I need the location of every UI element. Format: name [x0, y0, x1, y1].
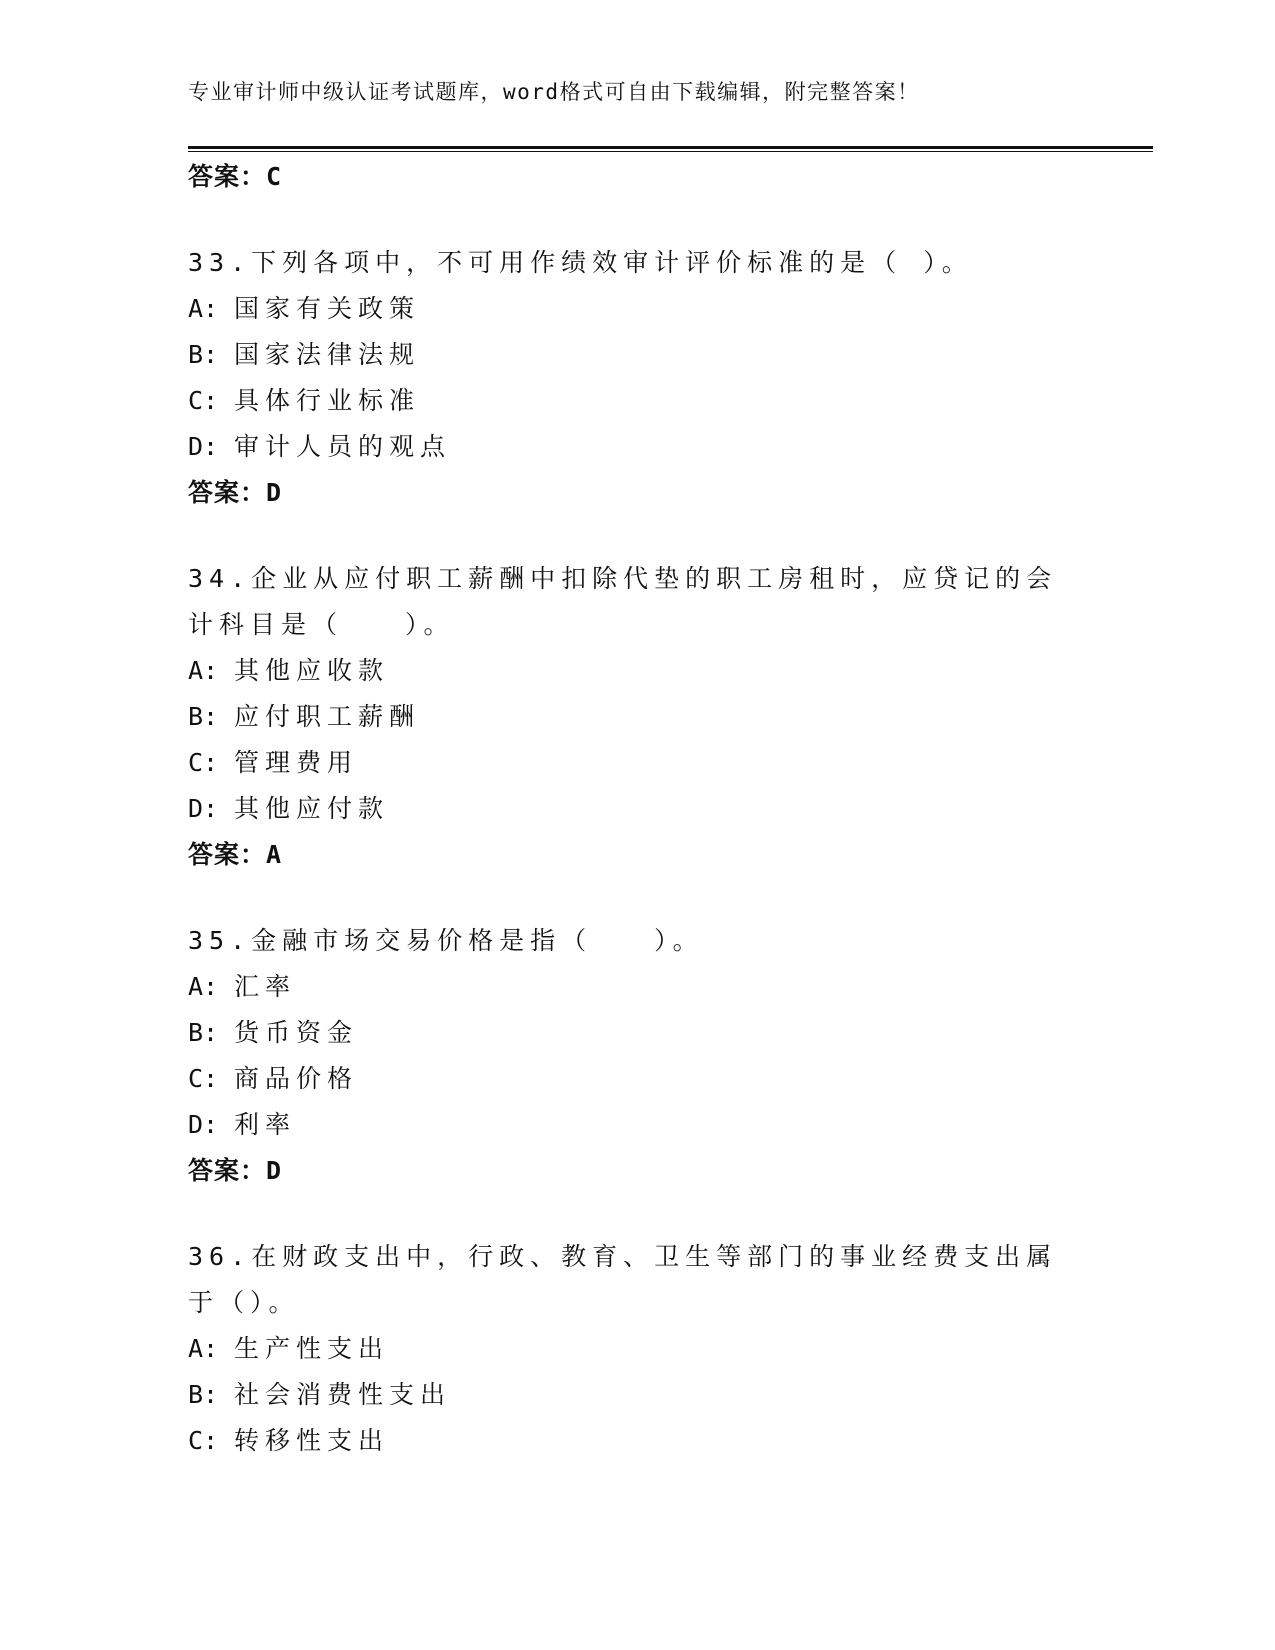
answer-value: D	[266, 1156, 283, 1185]
question-35	[188, 918, 1088, 1194]
option-a	[188, 286, 1088, 332]
option-text: 利率	[234, 1110, 297, 1139]
option-c	[188, 1056, 1088, 1102]
option-label: B:	[188, 340, 219, 369]
option-label: C:	[188, 748, 219, 777]
option-d	[188, 786, 1088, 832]
option-text: 具体行业标准	[234, 386, 421, 415]
option-text: 管理费用	[234, 748, 359, 777]
option-text: 汇率	[234, 972, 297, 1001]
question-text: 34.企业从应付职工薪酬中扣除代垫的职工房租时，应贷记的会计科目是（ ）。	[188, 564, 1058, 639]
answer-line	[188, 154, 1088, 200]
answer-prefix: 答案：	[188, 162, 267, 191]
answer-value: C	[266, 162, 283, 191]
option-c	[188, 1418, 1088, 1464]
option-text: 社会消费性支出	[234, 1380, 452, 1409]
answer-line	[188, 1148, 1088, 1194]
answer-value: D	[266, 478, 283, 507]
option-label: A:	[188, 972, 219, 1001]
option-label: A:	[188, 294, 219, 323]
option-label: C:	[188, 1426, 219, 1455]
page-header: 专业审计师中级认证考试题库，word格式可自由下载编辑，附完整答案！	[188, 80, 920, 104]
document-body	[188, 154, 1088, 1464]
option-a	[188, 964, 1088, 1010]
option-label: D:	[188, 432, 219, 461]
option-label: A:	[188, 656, 219, 685]
option-a	[188, 648, 1088, 694]
question-text: 33.下列各项中，不可用作绩效审计评价标准的是（ ）。	[188, 248, 973, 277]
option-text: 应付职工薪酬	[234, 702, 421, 731]
question-33	[188, 240, 1088, 516]
option-text: 其他应付款	[234, 794, 390, 823]
option-d	[188, 424, 1088, 470]
header-divider	[188, 146, 1153, 152]
option-text: 国家有关政策	[234, 294, 421, 323]
option-label: C:	[188, 1064, 219, 1093]
option-text: 商品价格	[234, 1064, 359, 1093]
answer-value: A	[266, 840, 283, 869]
option-c	[188, 740, 1088, 786]
option-b	[188, 1010, 1088, 1056]
option-label: B:	[188, 1018, 219, 1047]
option-label: B:	[188, 702, 219, 731]
option-b	[188, 1372, 1088, 1418]
option-a	[188, 1326, 1088, 1372]
option-label: D:	[188, 1110, 219, 1139]
option-b	[188, 694, 1088, 740]
option-label: D:	[188, 794, 219, 823]
question-text: 35.金融市场交易价格是指（ ）。	[188, 926, 704, 955]
question-34	[188, 556, 1088, 878]
option-label: C:	[188, 386, 219, 415]
answer-prefix: 答案：	[188, 478, 267, 507]
option-c	[188, 378, 1088, 424]
question-text: 36.在财政支出中，行政、教育、卫生等部门的事业经费支出属于（）。	[188, 1242, 1058, 1317]
option-text: 审计人员的观点	[234, 432, 452, 461]
answer-prefix: 答案：	[188, 840, 267, 869]
option-label: A:	[188, 1334, 219, 1363]
option-text: 转移性支出	[234, 1426, 390, 1455]
option-text: 其他应收款	[234, 656, 390, 685]
option-d	[188, 1102, 1088, 1148]
option-text: 生产性支出	[234, 1334, 390, 1363]
option-b	[188, 332, 1088, 378]
answer-line	[188, 832, 1088, 878]
question-36	[188, 1234, 1088, 1464]
option-text: 货币资金	[234, 1018, 359, 1047]
option-text: 国家法律法规	[234, 340, 421, 369]
answer-prefix: 答案：	[188, 1156, 267, 1185]
option-label: B:	[188, 1380, 219, 1409]
answer-line	[188, 470, 1088, 516]
